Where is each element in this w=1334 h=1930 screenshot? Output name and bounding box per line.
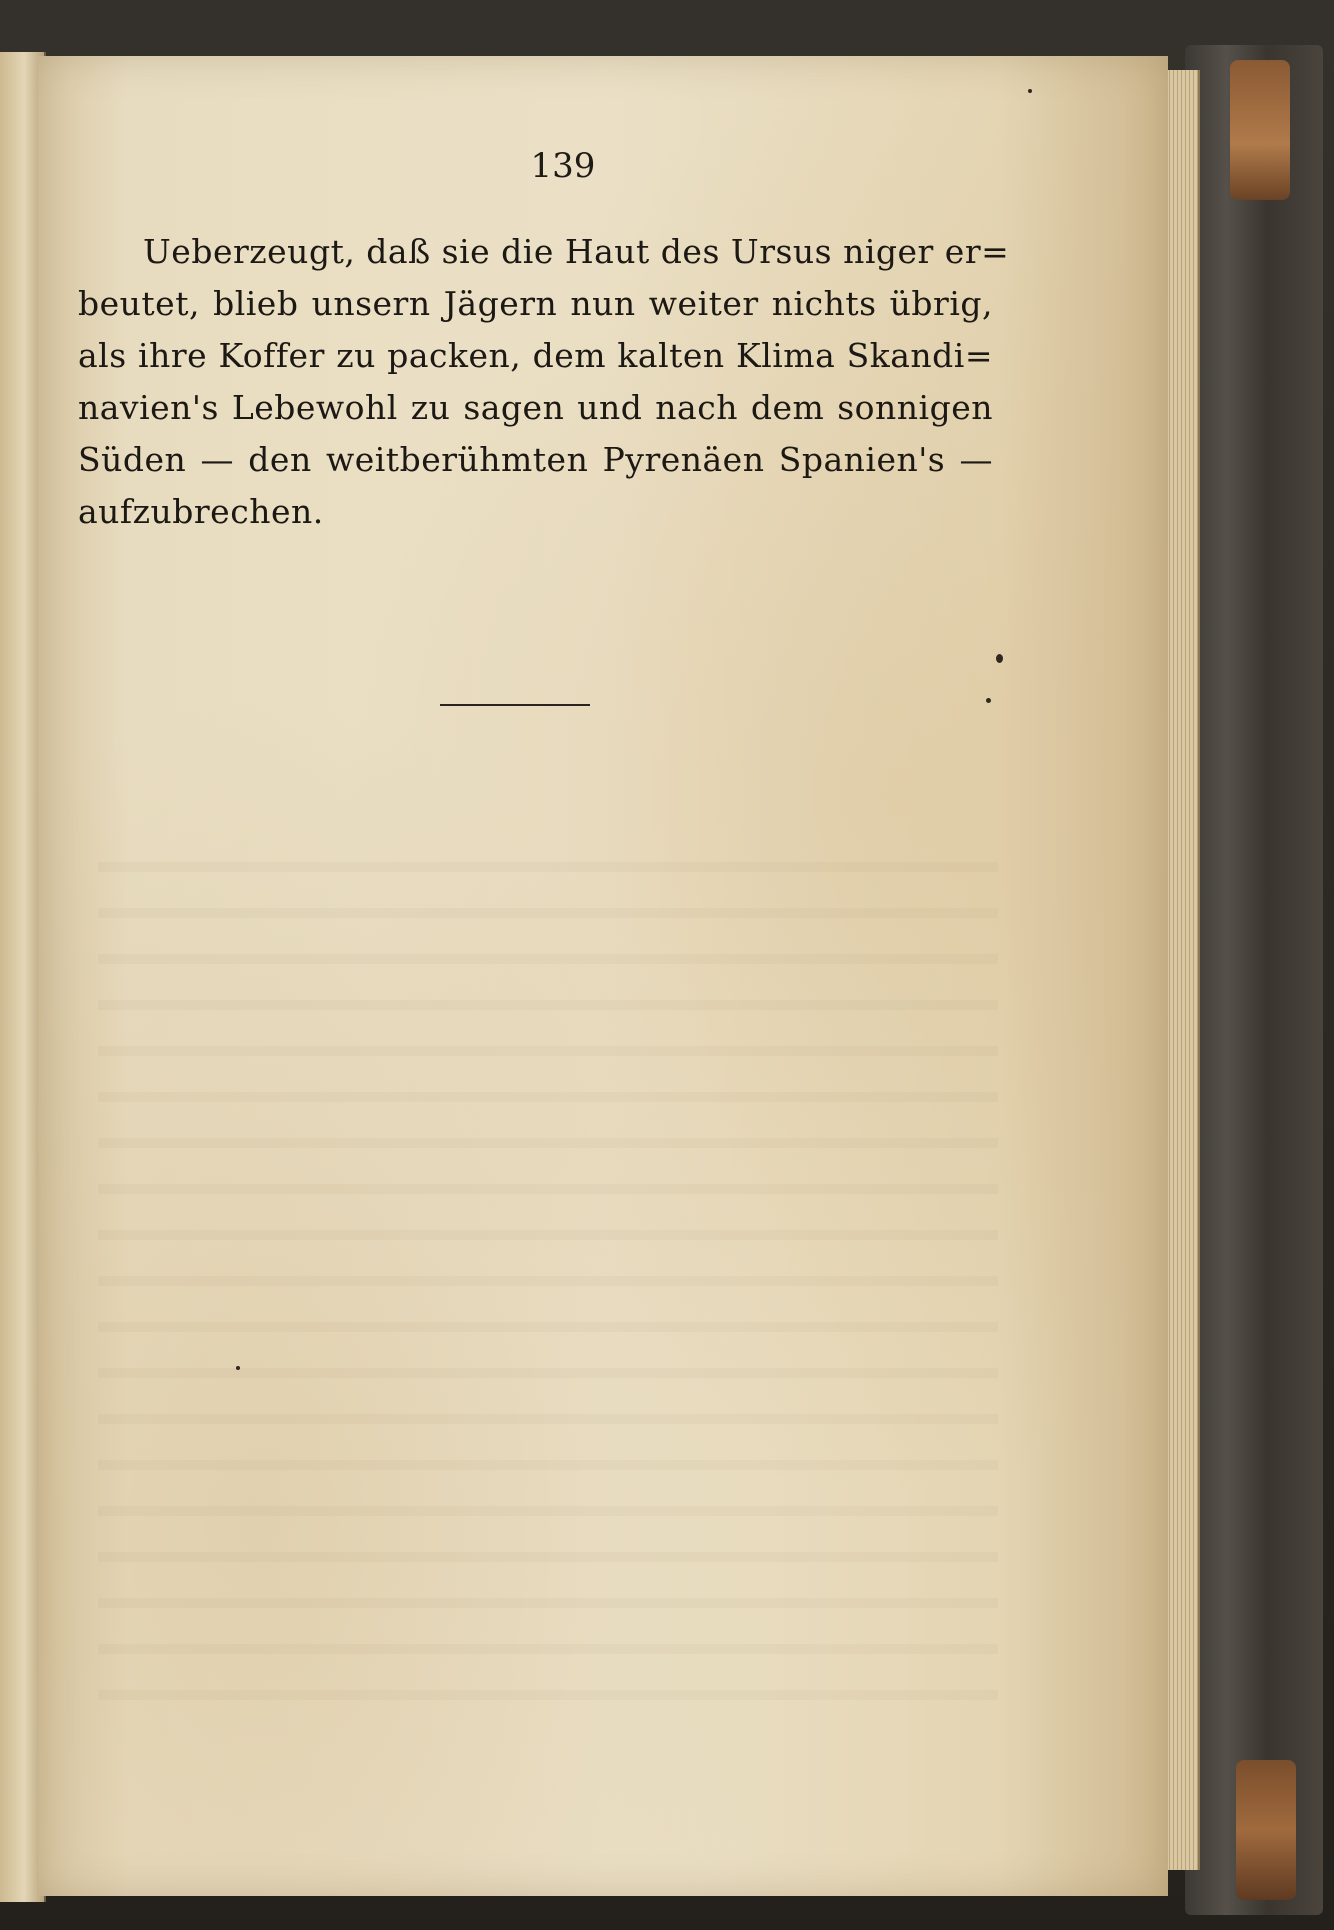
cover-leather-corner-top	[1230, 60, 1290, 200]
text-line: beutet, blieb unsern Jägern nun weiter nichts übrig,	[78, 284, 993, 323]
text-line: Süden — den weitberühmten Pyrenäen Spanien's —	[78, 440, 993, 479]
text-line: navien's Lebewohl zu sagen und nach dem sonnigen	[78, 388, 993, 427]
cover-leather-corner-bottom	[1236, 1760, 1296, 1900]
text-line: Ueberzeugt, daß sie die Haut des Ursus niger er=	[143, 232, 1010, 271]
paper-speck	[996, 654, 1003, 663]
page-number: 139	[530, 146, 596, 186]
body-paragraph	[78, 226, 1010, 538]
text-line: als ihre Koffer zu packen, dem kalten Klima Skandi=	[78, 336, 993, 375]
book-cover	[1185, 45, 1323, 1915]
paper-speck	[1028, 89, 1032, 93]
paper-speck	[986, 698, 991, 703]
show-through-texture	[98, 826, 998, 1726]
section-divider	[440, 704, 590, 706]
text-line: aufzubrechen.	[78, 492, 324, 531]
paper-speck	[236, 1366, 240, 1370]
book-page	[38, 56, 1168, 1896]
